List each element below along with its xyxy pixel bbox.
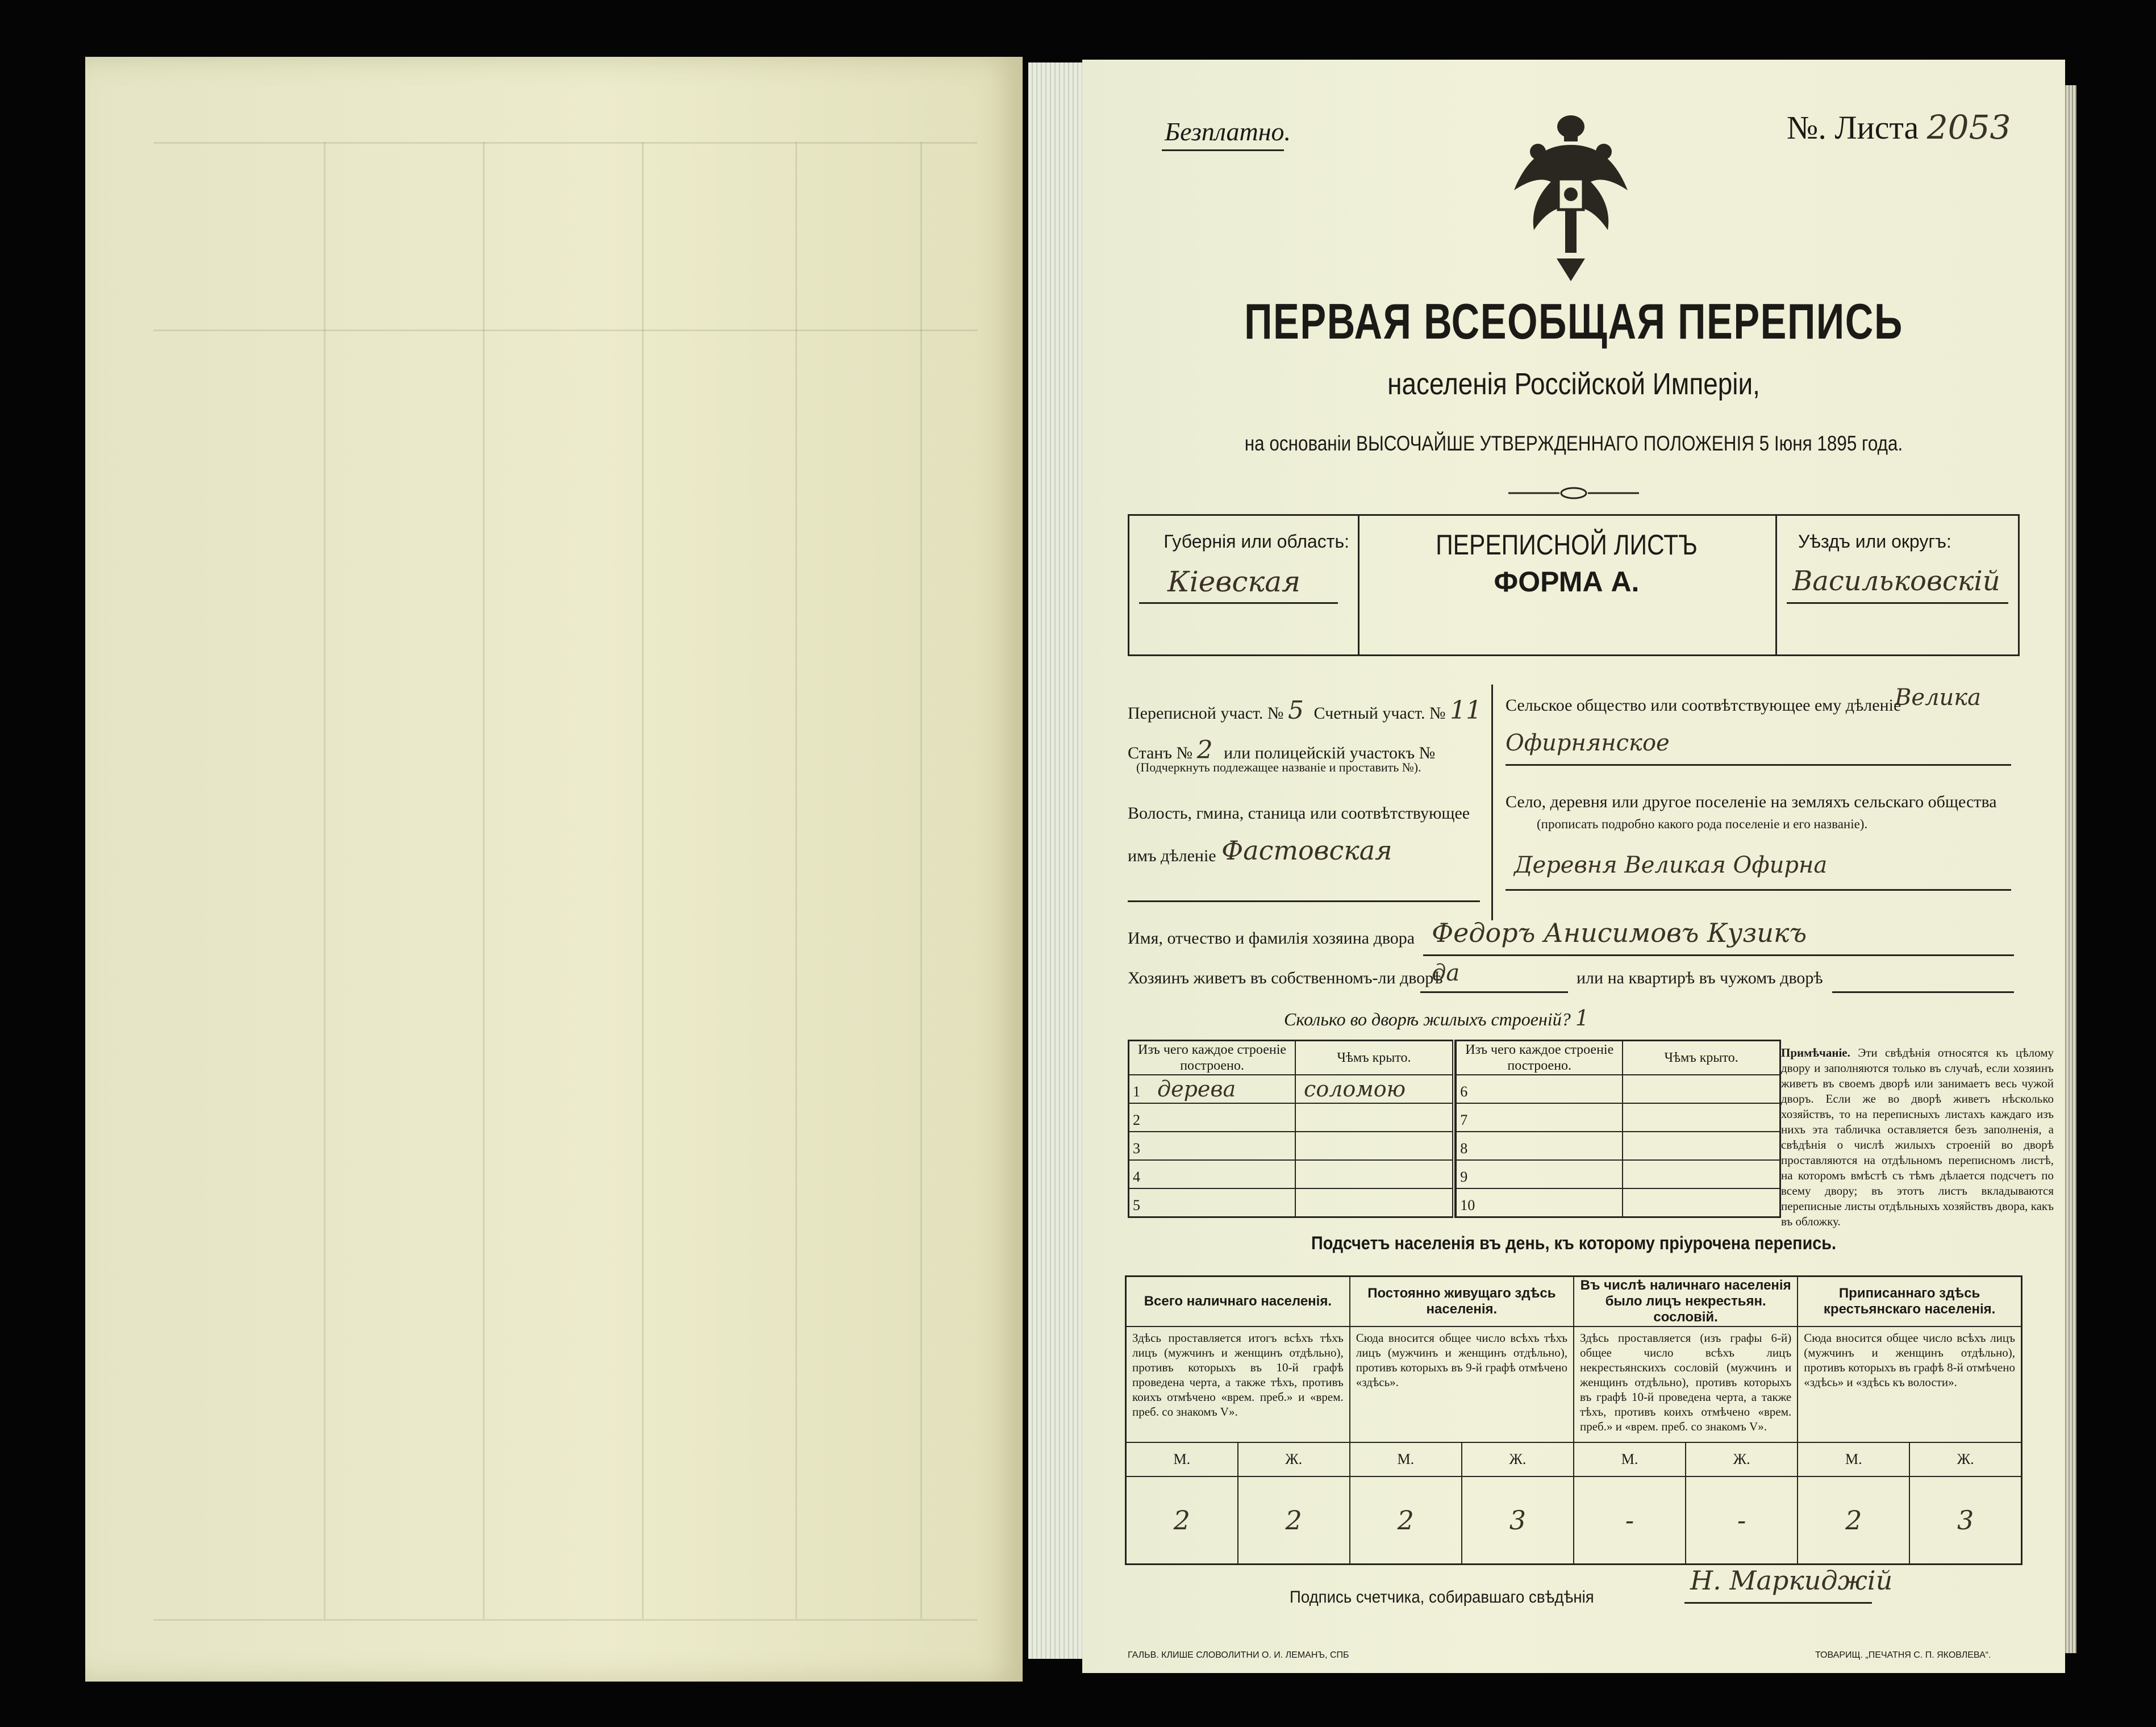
building-material-cell bbox=[1129, 1188, 1296, 1217]
counting-area-label: Счетный участ. № bbox=[1313, 704, 1446, 723]
district-value: Васильковскій bbox=[1792, 565, 2000, 597]
paper-edge-stack bbox=[1028, 62, 1082, 1659]
form-main-title: ПЕРВАЯ ВСЕОБЩАЯ ПЕРЕПИСЬ bbox=[1244, 293, 1903, 349]
ghost-column bbox=[920, 142, 922, 1619]
building-roof-value bbox=[1295, 1103, 1454, 1132]
count-column-desc: Сюда вносится общее число всѣхъ лицъ (мужчинъ и женщинъ отдѣльно), противъ которыхъ въ графѣ 8-й отмѣчено «здѣсь» и «здѣсь къ волости». bbox=[1798, 1326, 2021, 1442]
census-area-value: 5 bbox=[1288, 696, 1304, 725]
count-column-head: Всего наличнаго населенія. bbox=[1126, 1277, 1350, 1327]
left-page-blank bbox=[85, 57, 1023, 1682]
note-title: Примѣчаніе. bbox=[1781, 1046, 1850, 1059]
male-label: М. bbox=[1350, 1442, 1462, 1476]
count-column-head: Постоянно живущаго здѣсь населенія. bbox=[1350, 1277, 1574, 1327]
owner-name-label: Имя, отчество и фамилія хозяина двора bbox=[1128, 929, 1415, 948]
stan-value: 2 bbox=[1196, 736, 1213, 765]
male-label: М. bbox=[1574, 1442, 1686, 1476]
ghost-rule bbox=[153, 142, 977, 144]
note-text: Эти свѣдѣнія относятся къ цѣлому двору и заполняются только въ случаѣ, если хозяинъ живетъ въ своемъ дворѣ или занимаетъ весь чужой дворъ. Если же во дворѣ живетъ нѣсколько хозяйствъ, то на переписныхъ листахъ каждаго изъ нихъ эта табличка оставляется безъ заполненія, а свѣдѣнія о числѣ жилыхъ строеній во дворѣ проставляются на отдѣльномъ переписномъ листѣ, на которомъ вмѣстѣ съ тѣмъ дѣлается подсчетъ по всему двору; въ этотъ листъ вкладываются переписные листы отдѣльныхъ хозяйствъ двора, какъ въ обложку. bbox=[1781, 1046, 2054, 1228]
buildings-note bbox=[1781, 1045, 2054, 1229]
area-line bbox=[1128, 696, 1491, 725]
own-yard-value: да bbox=[1432, 960, 1460, 986]
buildings-row bbox=[1129, 1188, 1780, 1217]
census-area-label: Переписной участ. № bbox=[1128, 704, 1284, 723]
female-label: Ж. bbox=[1909, 1442, 2021, 1476]
building-number: 6 bbox=[1460, 1083, 1468, 1100]
building-number: 3 bbox=[1133, 1140, 1140, 1157]
ghost-rule bbox=[153, 329, 977, 331]
society-value: Велика bbox=[1895, 685, 1982, 711]
male-count-value: 2 bbox=[1350, 1476, 1462, 1565]
building-roof-value: соломою bbox=[1295, 1075, 1454, 1103]
form-basis: на основаніи ВЫСОЧАЙШЕ УТВЕРЖДЕННАГО ПОЛОЖЕНІЯ 5 Іюня 1895 года. bbox=[1244, 432, 1903, 455]
count-column-head: Приписаннаго здѣсь крестьянскаго населенія. bbox=[1798, 1277, 2021, 1327]
buildings-row bbox=[1129, 1103, 1780, 1132]
count-title: Подсчетъ населенія въ день, къ которому пріурочена перепись. bbox=[1311, 1233, 1836, 1253]
sheet-number-label bbox=[1787, 108, 2011, 147]
buildings-label: Сколько во дворѣ жилыхъ строеній? bbox=[1284, 1009, 1571, 1029]
female-label: Ж. bbox=[1462, 1442, 1574, 1476]
building-number: 2 bbox=[1133, 1112, 1140, 1128]
buildings-row bbox=[1129, 1160, 1780, 1188]
buildings-table bbox=[1128, 1040, 1781, 1218]
province-value: Кіевская bbox=[1167, 565, 1301, 598]
building-roof-value bbox=[1623, 1075, 1780, 1103]
col-roof-header-2: Чѣмъ крыто. bbox=[1623, 1041, 1780, 1075]
sheet-label: №. Листа bbox=[1787, 109, 1919, 146]
building-roof-value bbox=[1295, 1132, 1454, 1160]
building-material-cell bbox=[1129, 1075, 1296, 1103]
female-count-value: 3 bbox=[1462, 1476, 1574, 1565]
province-label: Губернія или область: bbox=[1164, 531, 1349, 552]
count-column-desc: Сюда вносится общее число всѣхъ тѣхъ лицъ (мужчинъ и женщинъ отдѣльно), противъ которыхъ въ 9-й графѣ отмѣчено «здѣсь». bbox=[1350, 1326, 1574, 1442]
district-label: Уѣздъ или округъ: bbox=[1798, 531, 1951, 552]
female-count-value: 3 bbox=[1909, 1476, 2021, 1565]
buildings-line bbox=[1284, 1006, 1589, 1031]
census-form-page bbox=[1082, 60, 2065, 1673]
building-number: 4 bbox=[1133, 1169, 1140, 1185]
building-material-cell bbox=[1456, 1075, 1623, 1103]
section-divider bbox=[1491, 685, 1493, 920]
building-material-cell bbox=[1456, 1160, 1623, 1188]
building-material-cell bbox=[1456, 1103, 1623, 1132]
male-label: М. bbox=[1126, 1442, 1238, 1476]
building-material-cell bbox=[1129, 1160, 1296, 1188]
building-roof-value bbox=[1295, 1160, 1454, 1188]
footer-left-printer: ГАЛЬВ. КЛИШЕ СЛОВОЛИТНИ О. И. ЛЕМАНЪ, СПБ bbox=[1128, 1650, 1349, 1660]
owner-name-value: Федоръ Анисимовъ Кузикъ bbox=[1432, 917, 1807, 948]
buildings-value: 1 bbox=[1575, 1006, 1589, 1031]
female-label: Ж. bbox=[1238, 1442, 1350, 1476]
census-sheet-title: ПЕРЕПИСНОЙ ЛИСТЪ bbox=[1436, 529, 1698, 561]
building-number: 10 bbox=[1460, 1197, 1475, 1213]
counting-area-value: 11 bbox=[1450, 696, 1482, 725]
sheet-number-value: 2053 bbox=[1926, 108, 2011, 147]
building-roof-value bbox=[1623, 1103, 1780, 1132]
building-number: 8 bbox=[1460, 1140, 1468, 1157]
count-column-head: Въ числѣ наличнаго населенія было лицъ некрестьян. сословій. bbox=[1574, 1277, 1798, 1327]
ghost-column bbox=[483, 142, 485, 1619]
count-desc-row bbox=[1126, 1326, 2022, 1442]
ornament-divider bbox=[1508, 485, 1639, 502]
count-column-desc: Здѣсь проставляется (изъ графы 6-й) общее число всѣхъ лицъ некрестьянскихъ сословій (мужчинъ и женщинъ отдѣльно), противъ которыхъ въ графѣ 10-й проведена черта, а также тѣхъ, противъ коихъ отмѣчено «врем. преб.» и «врем. преб. со знакомъ V». bbox=[1574, 1326, 1798, 1442]
form-subtitle: населенія Россійской Имперіи, bbox=[1387, 367, 1760, 401]
village-note: (прописать подробно какого рода поселеніе и его названіе). bbox=[1537, 817, 1868, 831]
ghost-column bbox=[642, 142, 644, 1619]
count-sex-row bbox=[1126, 1442, 2022, 1476]
building-number: 1 bbox=[1133, 1083, 1140, 1100]
female-label: Ж. bbox=[1686, 1442, 1798, 1476]
col-material-header-2: Изъ чего каждое строеніе построено. bbox=[1456, 1041, 1623, 1075]
population-count-table bbox=[1125, 1275, 2022, 1565]
signature-value: Н. Маркиджій bbox=[1690, 1565, 1893, 1596]
buildings-row bbox=[1129, 1075, 1780, 1103]
police-label: или полицейскій участокъ № bbox=[1224, 744, 1436, 762]
society-label: Сельское общество или соотвѣтствующее ему дѣленіе bbox=[1506, 696, 1901, 715]
buildings-row bbox=[1129, 1132, 1780, 1160]
volost-label-2: имъ дѣленіе bbox=[1128, 846, 1216, 865]
form-name: ФОРМА А. bbox=[1494, 566, 1640, 598]
signature-label: Подпись счетчика, собиравшаго свѣдѣнія bbox=[1290, 1588, 1594, 1607]
building-roof-value bbox=[1623, 1188, 1780, 1217]
building-material-cell bbox=[1129, 1132, 1296, 1160]
ghost-column bbox=[795, 142, 797, 1619]
female-count-value: - bbox=[1686, 1476, 1798, 1565]
male-count-value: - bbox=[1574, 1476, 1686, 1565]
count-value-row bbox=[1126, 1476, 2022, 1565]
village-value: Деревня Великая Офирна bbox=[1514, 852, 1828, 878]
volost-label: Волость, гмина, станица или соотвѣтствующее bbox=[1128, 804, 1470, 823]
underline-note: (Подчеркнуть подлежащее названіе и проставить №). bbox=[1136, 760, 1421, 774]
count-header-row bbox=[1126, 1277, 2022, 1327]
building-material-value: дерева bbox=[1157, 1077, 1236, 1102]
col-roof-header: Чѣмъ крыто. bbox=[1295, 1041, 1454, 1075]
own-yard-label: Хозяинъ живетъ въ собственномъ-ли дворѣ bbox=[1128, 969, 1443, 987]
male-count-value: 2 bbox=[1798, 1476, 1909, 1565]
building-number: 9 bbox=[1460, 1169, 1468, 1185]
society-value-2: Офирнянское bbox=[1506, 730, 1670, 756]
building-material-cell bbox=[1456, 1132, 1623, 1160]
female-count-value: 2 bbox=[1238, 1476, 1350, 1565]
volost-value: Фастовская bbox=[1221, 835, 1392, 866]
footer-right-printer: ТОВАРИЩ. „ПЕЧАТНЯ С. П. ЯКОВЛЕВА“. bbox=[1815, 1650, 1991, 1660]
free-label: Безплатно. bbox=[1165, 117, 1291, 146]
male-count-value: 2 bbox=[1126, 1476, 1238, 1565]
stan-label: Станъ № bbox=[1128, 744, 1193, 762]
ghost-rule bbox=[153, 1619, 977, 1621]
building-roof-value bbox=[1623, 1160, 1780, 1188]
building-roof-value bbox=[1295, 1188, 1454, 1217]
col-material-header: Изъ чего каждое строеніе построено. bbox=[1129, 1041, 1296, 1075]
building-number: 5 bbox=[1133, 1197, 1140, 1213]
count-column-desc: Здѣсь проставляется итогъ всѣхъ тѣхъ лицъ (мужчинъ и женщинъ отдѣльно), противъ которыхъ въ 10-й графѣ проведена черта, а также тѣхъ, противъ коихъ отмѣчено «врем. преб.» и «врем. преб. со знакомъ V». bbox=[1126, 1326, 1350, 1442]
building-roof-value bbox=[1623, 1132, 1780, 1160]
rent-label: или на квартирѣ въ чужомъ дворѣ bbox=[1577, 969, 1823, 987]
ghost-column bbox=[324, 142, 326, 1619]
building-material-cell bbox=[1129, 1103, 1296, 1132]
double-headed-eagle-emblem bbox=[1503, 111, 1639, 281]
village-label: Село, деревня или другое поселеніе на земляхъ сельскаго общества bbox=[1506, 792, 1997, 811]
building-material-cell bbox=[1456, 1188, 1623, 1217]
male-label: М. bbox=[1798, 1442, 1909, 1476]
building-number: 7 bbox=[1460, 1112, 1468, 1128]
